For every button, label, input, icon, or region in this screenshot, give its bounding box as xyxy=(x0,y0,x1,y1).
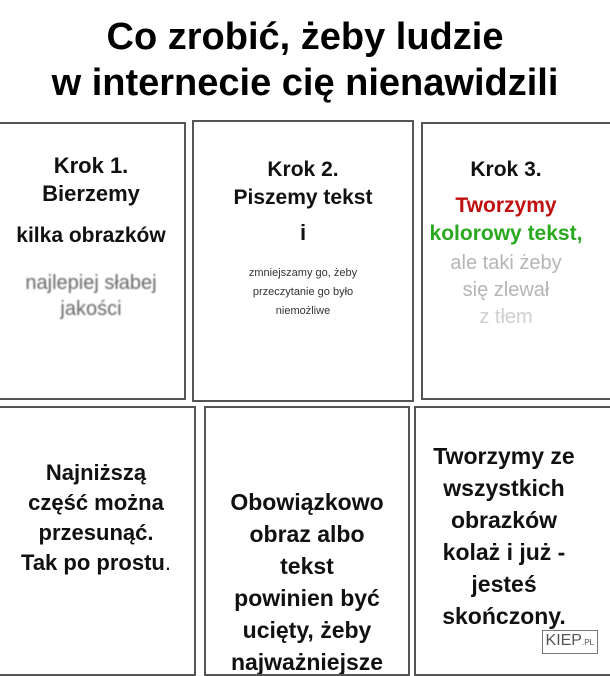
panel-5-line-4: powinien być xyxy=(234,585,380,611)
panel-step-2 xyxy=(192,120,414,402)
panel-step-3 xyxy=(421,122,610,400)
panel-1-object: kilka obrazków xyxy=(16,224,166,247)
panel-2-note-line-2: przeczytanie go było xyxy=(252,286,354,298)
panel-1-step: Krok 1. xyxy=(53,153,129,178)
watermark-suffix: .PL xyxy=(581,638,594,647)
panel-4-line-3: przesunąć. xyxy=(38,520,154,545)
panel-6-line-1: Tworzymy ze xyxy=(433,443,575,469)
panel-step-1 xyxy=(0,122,186,400)
watermark-logo xyxy=(542,630,598,654)
panel-4-line-4: Tak po prostu. xyxy=(21,550,171,575)
panel-2-note-line-3: niemożliwe xyxy=(275,305,331,317)
panel-6-line-4: kolaż i już - xyxy=(442,539,566,565)
panel-6-line-2: wszystkich xyxy=(443,475,565,501)
panel-6-line-6: skończony. xyxy=(442,603,566,629)
panel-3-faint-line-2: się zlewał xyxy=(462,279,550,301)
panel-2-connector: i xyxy=(299,220,307,245)
panel-5-line-3: tekst xyxy=(280,553,334,579)
watermark-main: KIEP xyxy=(545,632,582,649)
panel-6-line-3: obrazków xyxy=(450,507,558,533)
panel-2-note-line-1: zmniejszamy go, żeby xyxy=(248,267,358,279)
panel-4 xyxy=(0,406,196,676)
panel-3-faint-line-1: ale taki żeby xyxy=(450,252,562,274)
panel-1-note-line-1: najlepiej słabej xyxy=(25,272,157,294)
title-line-2: w internecie cię nienawidzili xyxy=(51,62,559,104)
page-title xyxy=(0,14,610,106)
title-line-1: Co zrobić, żeby ludzie xyxy=(106,16,504,58)
panel-1-action: Bierzemy xyxy=(42,181,140,206)
panel-5-line-1: Obowiązkowo xyxy=(230,489,384,515)
panel-2-action: Piszemy tekst xyxy=(233,186,373,209)
panel-4-line-1: Najniższą xyxy=(45,460,147,485)
panel-3-red-text: Tworzymy xyxy=(455,194,557,217)
panel-5-line-2: obraz albo xyxy=(249,521,365,547)
panel-4-line-2: część można xyxy=(28,490,164,515)
panel-5 xyxy=(204,406,410,676)
panel-5-line-6: najważniejsze xyxy=(230,649,384,675)
panel-3-step: Krok 3. xyxy=(470,158,542,181)
panel-1-note-line-2: jakości xyxy=(60,298,122,320)
panel-2-step: Krok 2. xyxy=(267,158,339,181)
panel-5-line-5: ucięty, żeby xyxy=(242,617,372,643)
panel-3-green-text: kolorowy tekst, xyxy=(429,222,583,245)
panel-3-faint-line-3: z tłem xyxy=(479,306,533,328)
panel-6-line-5: jesteś xyxy=(471,571,537,597)
